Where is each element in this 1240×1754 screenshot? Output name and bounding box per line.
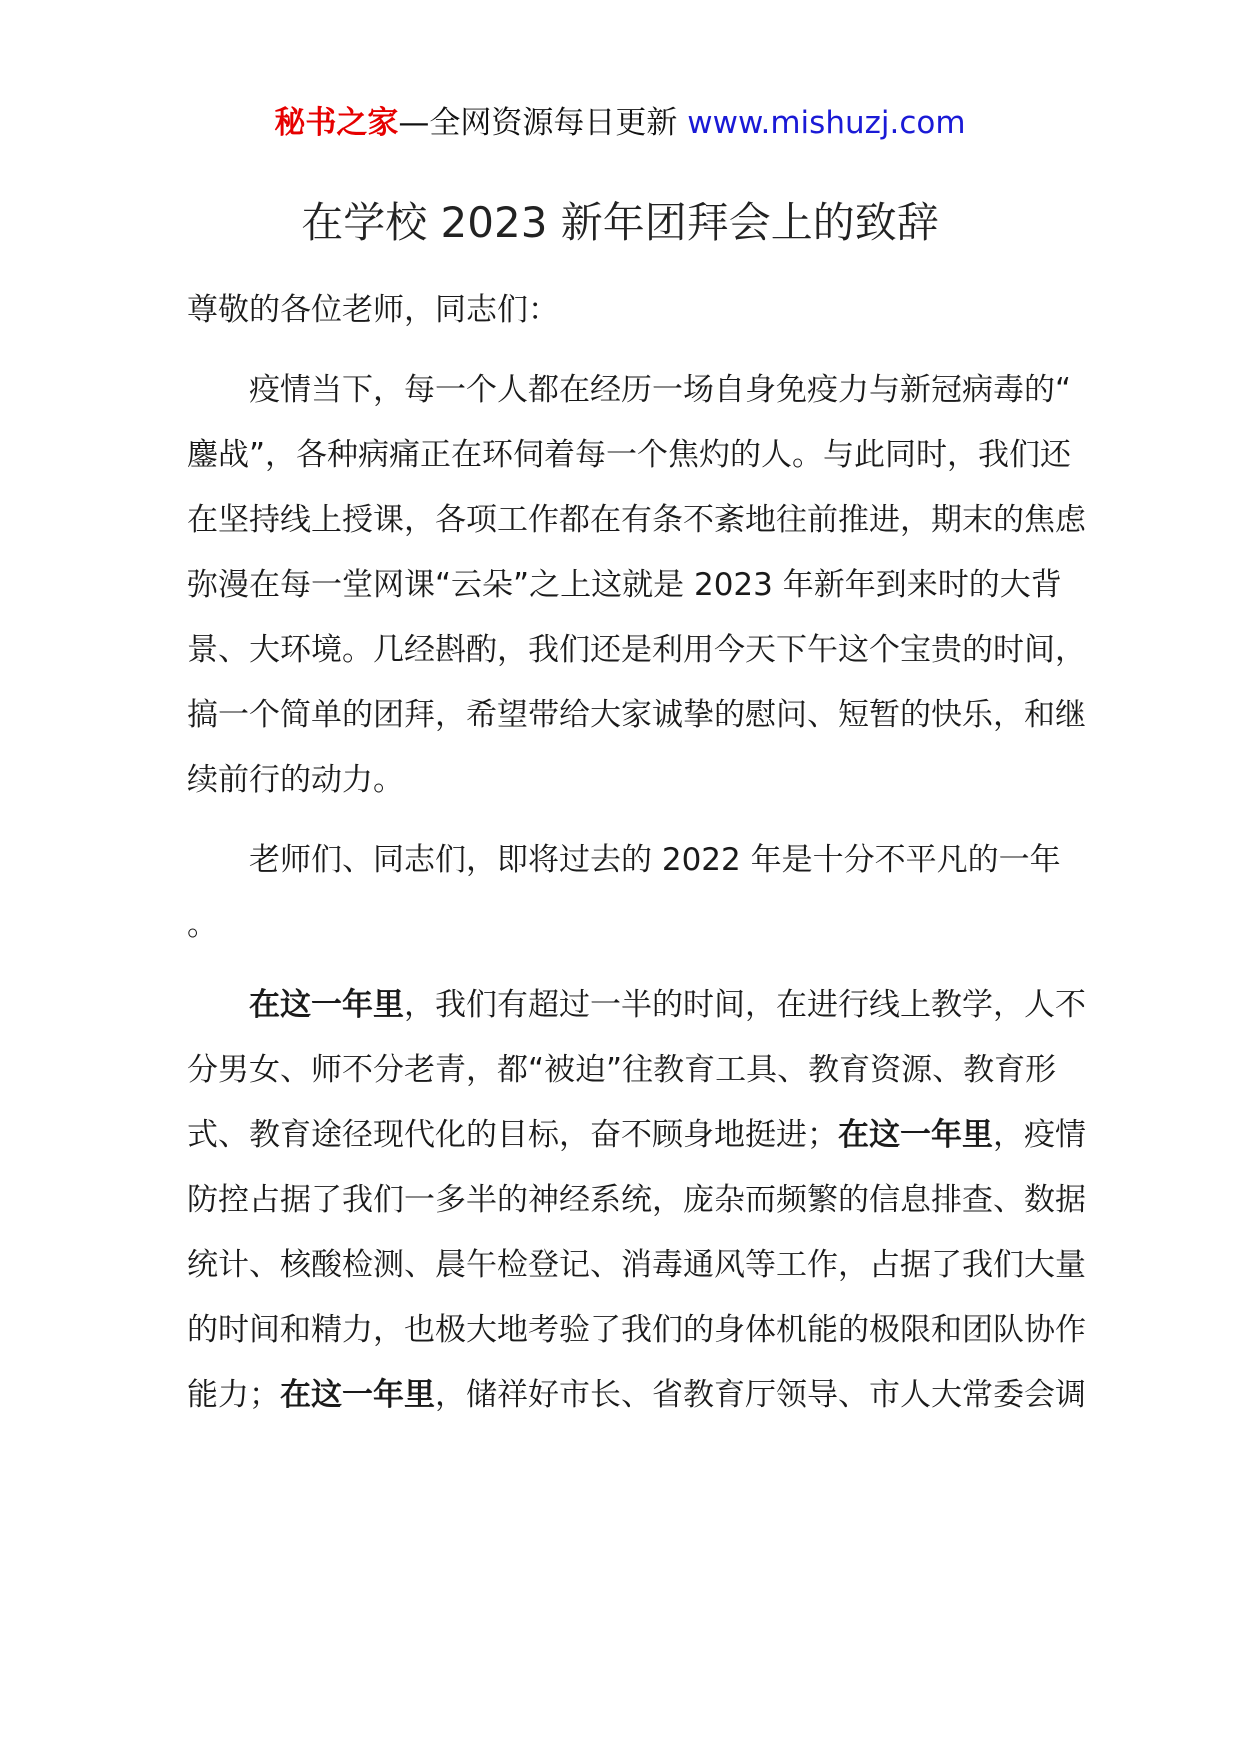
- emphasis-phrase: 在这一年里: [249, 987, 404, 1023]
- document-body: [187, 278, 1087, 1443]
- document-title: 在学校 2023 新年团拜会上的致辞: [301, 198, 939, 247]
- paragraph-3-text: ，疫情防控占据了我们一多半的神经系统，庞杂而频繁的信息排查、数据统计、核酸检测、晨午检登记、消毒通风等工作，占据了我们大量的时间和精力，也极大地考验了我们的身体机能的极限和团队协作能力；: [187, 1117, 1086, 1413]
- paragraph-3: [187, 973, 1087, 1428]
- site-name: 秘书之家: [274, 105, 399, 141]
- emphasis-phrase: 在这一年里: [280, 1377, 435, 1413]
- salutation: 尊敬的各位老师，同志们：: [187, 292, 559, 328]
- site-tagline: —全网资源每日更新: [398, 105, 688, 141]
- emphasis-phrase: 在这一年里: [838, 1117, 993, 1153]
- paragraph-3-text: ，我们有超过一半的时间，在进行线上教学，人不分男女、师不分老青，都“被迫”往教育工具、教育资源、教育形式、教育途径现代化的目标，奋不顾身地挺进；: [187, 987, 1086, 1153]
- site-header: [0, 100, 1240, 146]
- paragraph-1: 疫情当下，每一个人都在经历一场自身免疫力与新冠病毒的“鏖战”，各种病痛正在环伺着每一个焦灼的人。与此同时，我们还在坚持线上授课，各项工作都在有条不紊地往前推进，期末的焦虑弥漫在每一堂网课“云朵”之上这就是 2023 年新年到来时的大背景、大环境。几经斟酌，我们还是利用今天下午这个宝贵的时间，搞一个简单的团拜，希望带给大家诚挚的慰问、短暂的快乐，和继续前行的动力。: [187, 372, 1086, 798]
- paragraph-3-text: ，储祥好市长、省教育厅领导、市人大常委会调: [435, 1377, 1086, 1413]
- paragraph-2: 老师们、同志们，即将过去的 2022 年是十分不平凡的一年。: [187, 842, 1061, 943]
- site-url-link[interactable]: www.mishuzj.com: [687, 105, 966, 141]
